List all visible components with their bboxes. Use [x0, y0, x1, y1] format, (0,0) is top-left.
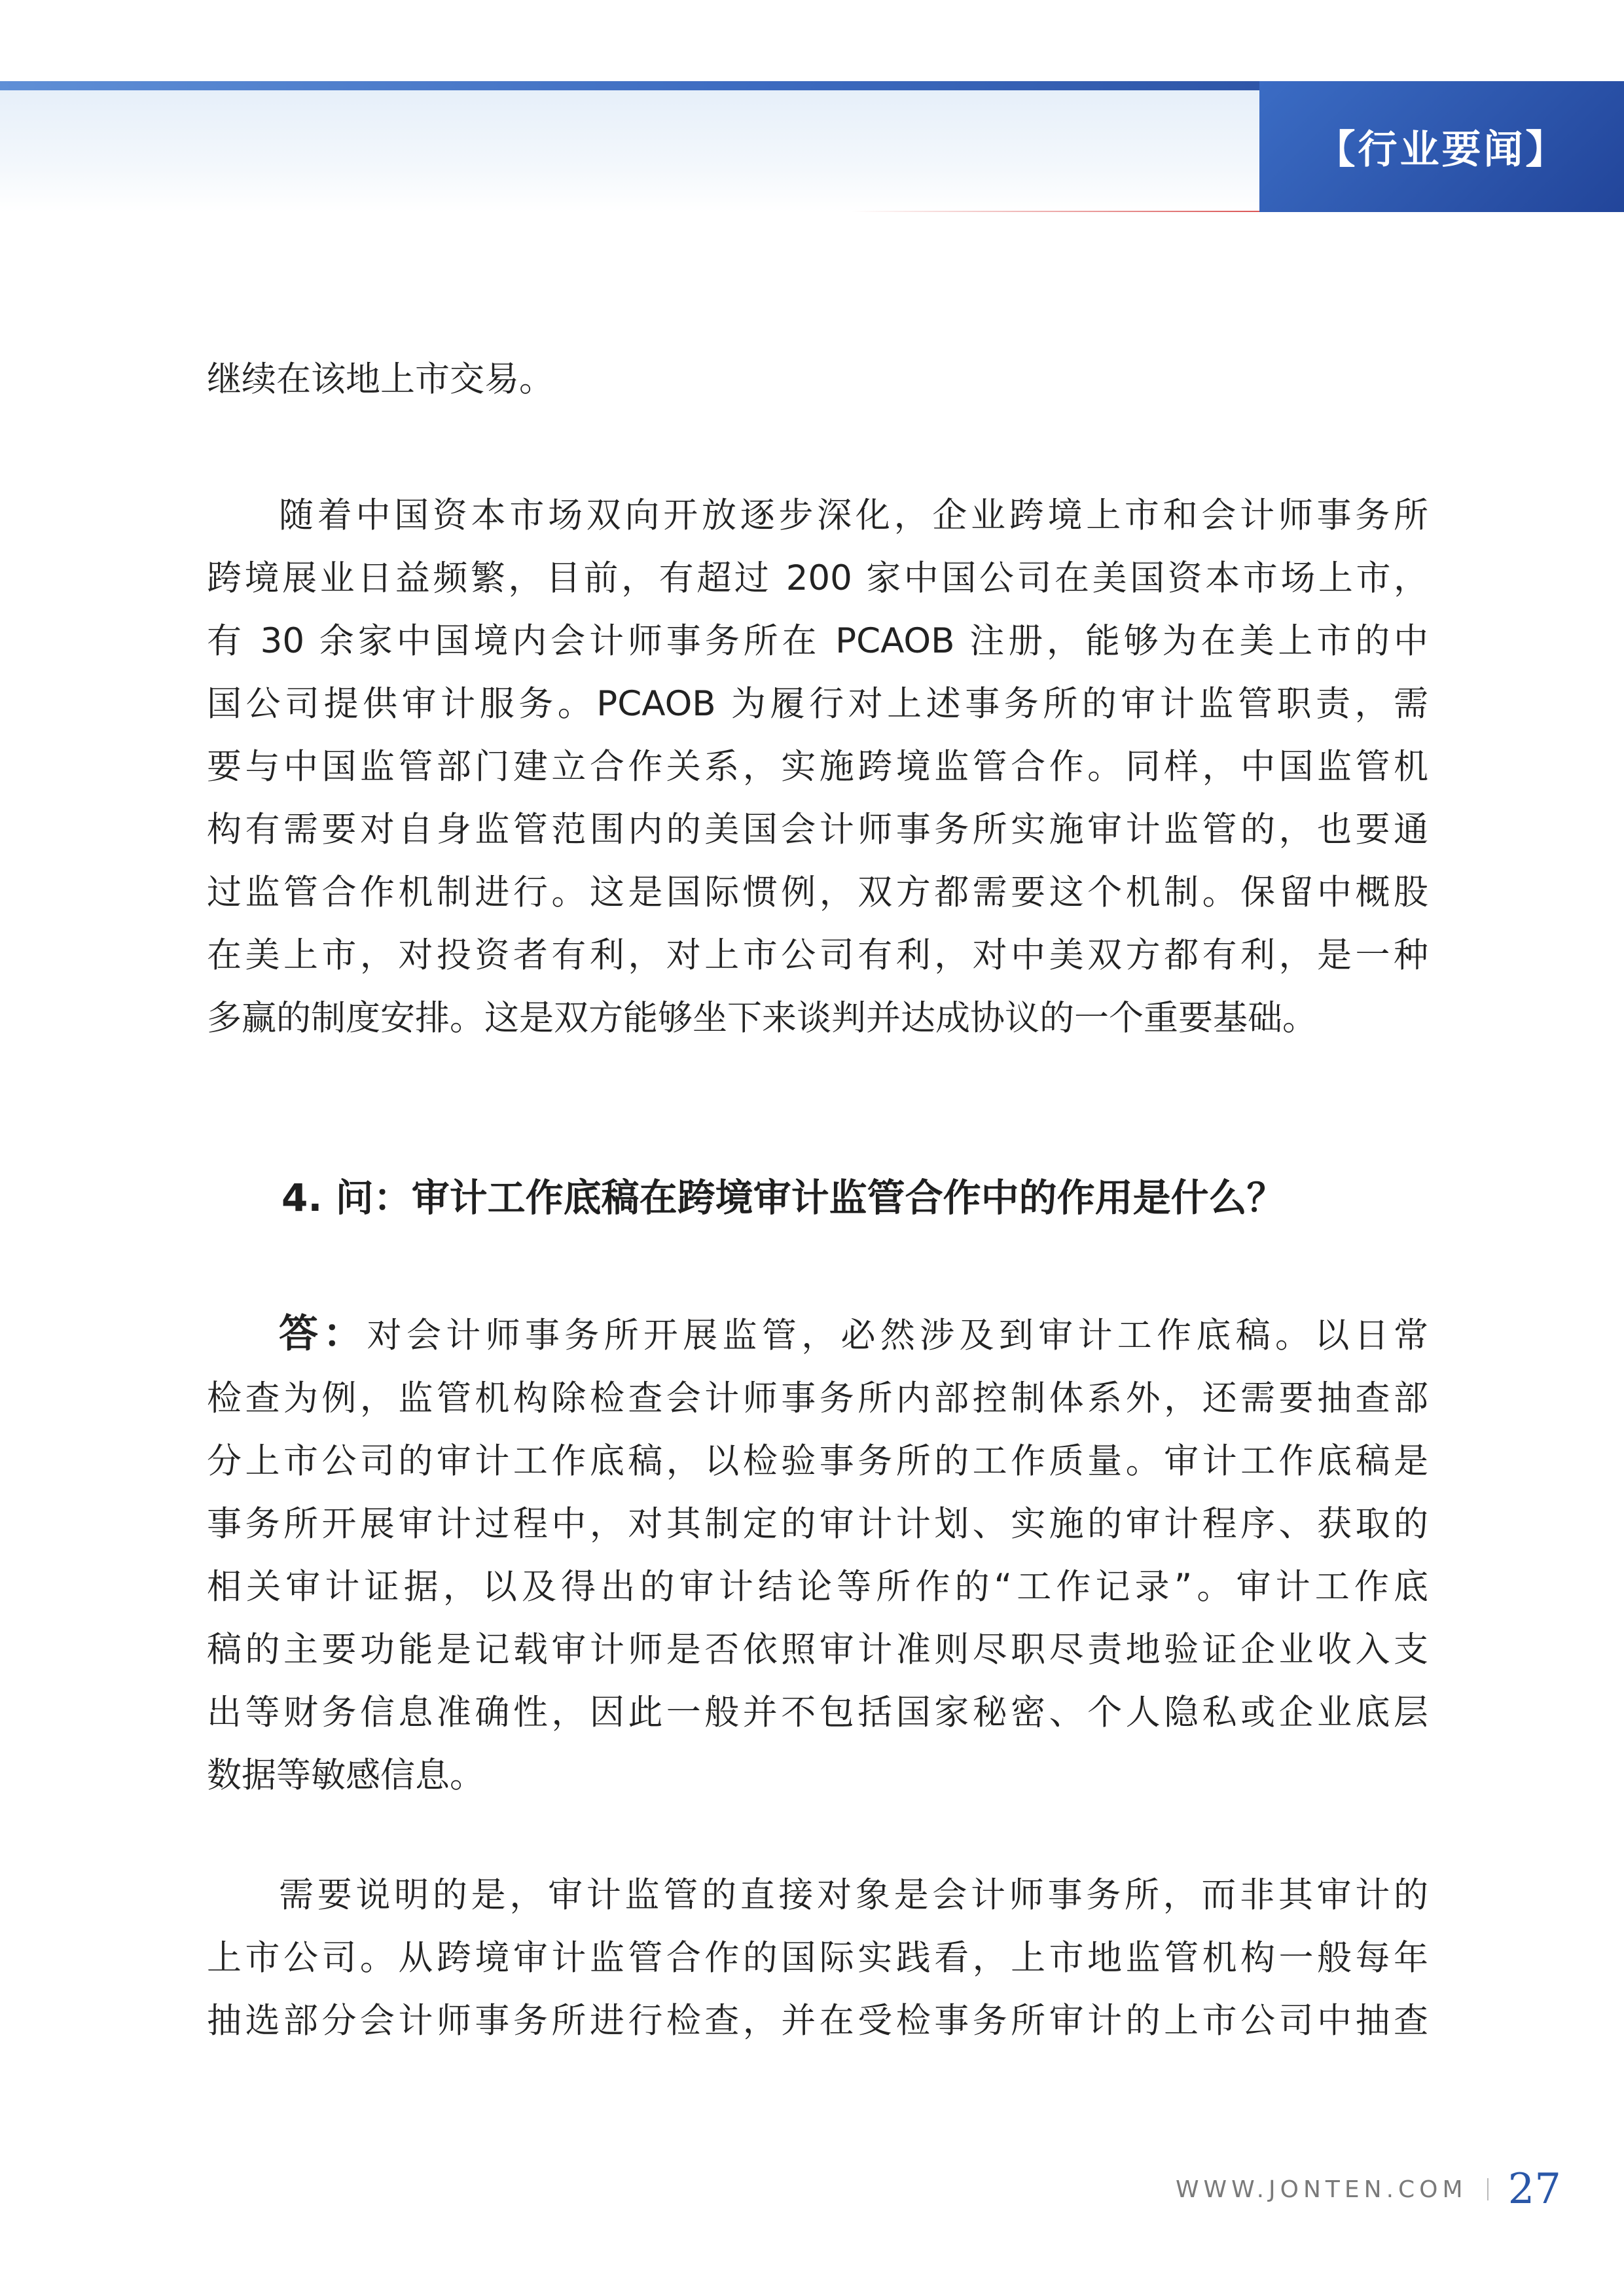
text-line: 继续在该地上市交易。 — [207, 359, 554, 399]
text-line: 数据等敏感信息。 — [207, 1755, 484, 1795]
question-4-heading: 4. 问：审计工作底稿在跨境审计监管合作中的作用是什么？ — [281, 1175, 1285, 1220]
paragraph-market-opening — [207, 484, 1428, 1050]
text-line: 出等财务信息准确性，因此一般并不包括国家秘密、个人隐私或企业底层 — [207, 1693, 1428, 1732]
website-link[interactable]: WWW.JONTEN.COM — [1175, 2176, 1468, 2203]
text-line: 随着中国资本市场双向开放逐步深化，企业跨境上市和会计师事务所 — [279, 495, 1428, 535]
text-line: 检查为例，监管机构除检查会计师事务所内部控制体系外，还需要抽查部 — [207, 1378, 1428, 1418]
answer-first-line: 对会计师事务所开展监管，必然涉及到审计工作底稿。以日常 — [367, 1316, 1429, 1355]
text-line: 跨境展业日益频繁，目前，有超过 200 家中国公司在美国资本市场上市， — [207, 558, 1428, 598]
text-line: 国公司提供审计服务。PCAOB 为履行对上述事务所的审计监管职责，需 — [207, 684, 1428, 724]
text-line: 相关审计证据，以及得出的审计结论等所作的“工作记录”。审计工作底 — [207, 1567, 1428, 1607]
text-line: 在美上市，对投资者有利，对上市公司有利，对中美双方都有利，是一种 — [207, 935, 1428, 975]
text-line — [207, 1302, 1428, 1367]
text-line: 稿的主要功能是记载审计师是否依照审计准则尽职尽责地验证企业收入支 — [207, 1630, 1428, 1670]
text-line: 抽选部分会计师事务所进行检查，并在受检事务所审计的上市公司中抽查 — [207, 2001, 1428, 2041]
text-line: 构有需要对自身监管范围内的美国会计师事务所实施审计监管的，也要通 — [207, 810, 1428, 850]
paragraph-regulation-target — [207, 1864, 1428, 2053]
text-line: 多赢的制度安排。这是双方能够坐下来谈判并达成协议的一个重要基础。 — [207, 998, 1317, 1038]
header-band — [0, 90, 1259, 212]
text-line: 分上市公司的审计工作底稿，以检验事务所的工作质量。审计工作底稿是 — [207, 1441, 1428, 1481]
text-line: 上市公司。从跨境审计监管合作的国际实践看，上市地监管机构一般每年 — [207, 1938, 1428, 1978]
header-accent-line — [0, 81, 1259, 90]
section-tag: 【行业要闻】 — [1259, 81, 1624, 212]
text-line: 需要说明的是，审计监管的直接对象是会计师事务所，而非其审计的 — [279, 1875, 1428, 1915]
text-line: 事务所开展审计过程中，对其制定的审计计划、实施的审计程序、获取的 — [207, 1504, 1428, 1544]
text-line: 过监管合作机制进行。这是国际惯例，双方都需要这个机制。保留中概股 — [207, 872, 1428, 912]
page-number: 27 — [1507, 2165, 1561, 2214]
footer-divider — [1487, 2178, 1489, 2200]
header-red-rule — [851, 211, 1259, 212]
text-line: 有 30 余家中国境内会计师事务所在 PCAOB 注册，能够为在美上市的中 — [207, 621, 1428, 661]
text-line: 要与中国监管部门建立合作关系，实施跨境监管合作。同样，中国监管机 — [207, 747, 1428, 787]
paragraph-continuation — [207, 348, 1428, 411]
paragraph-answer — [207, 1302, 1428, 1807]
page-footer — [1176, 2163, 1561, 2215]
answer-label: 答： — [279, 1311, 367, 1357]
